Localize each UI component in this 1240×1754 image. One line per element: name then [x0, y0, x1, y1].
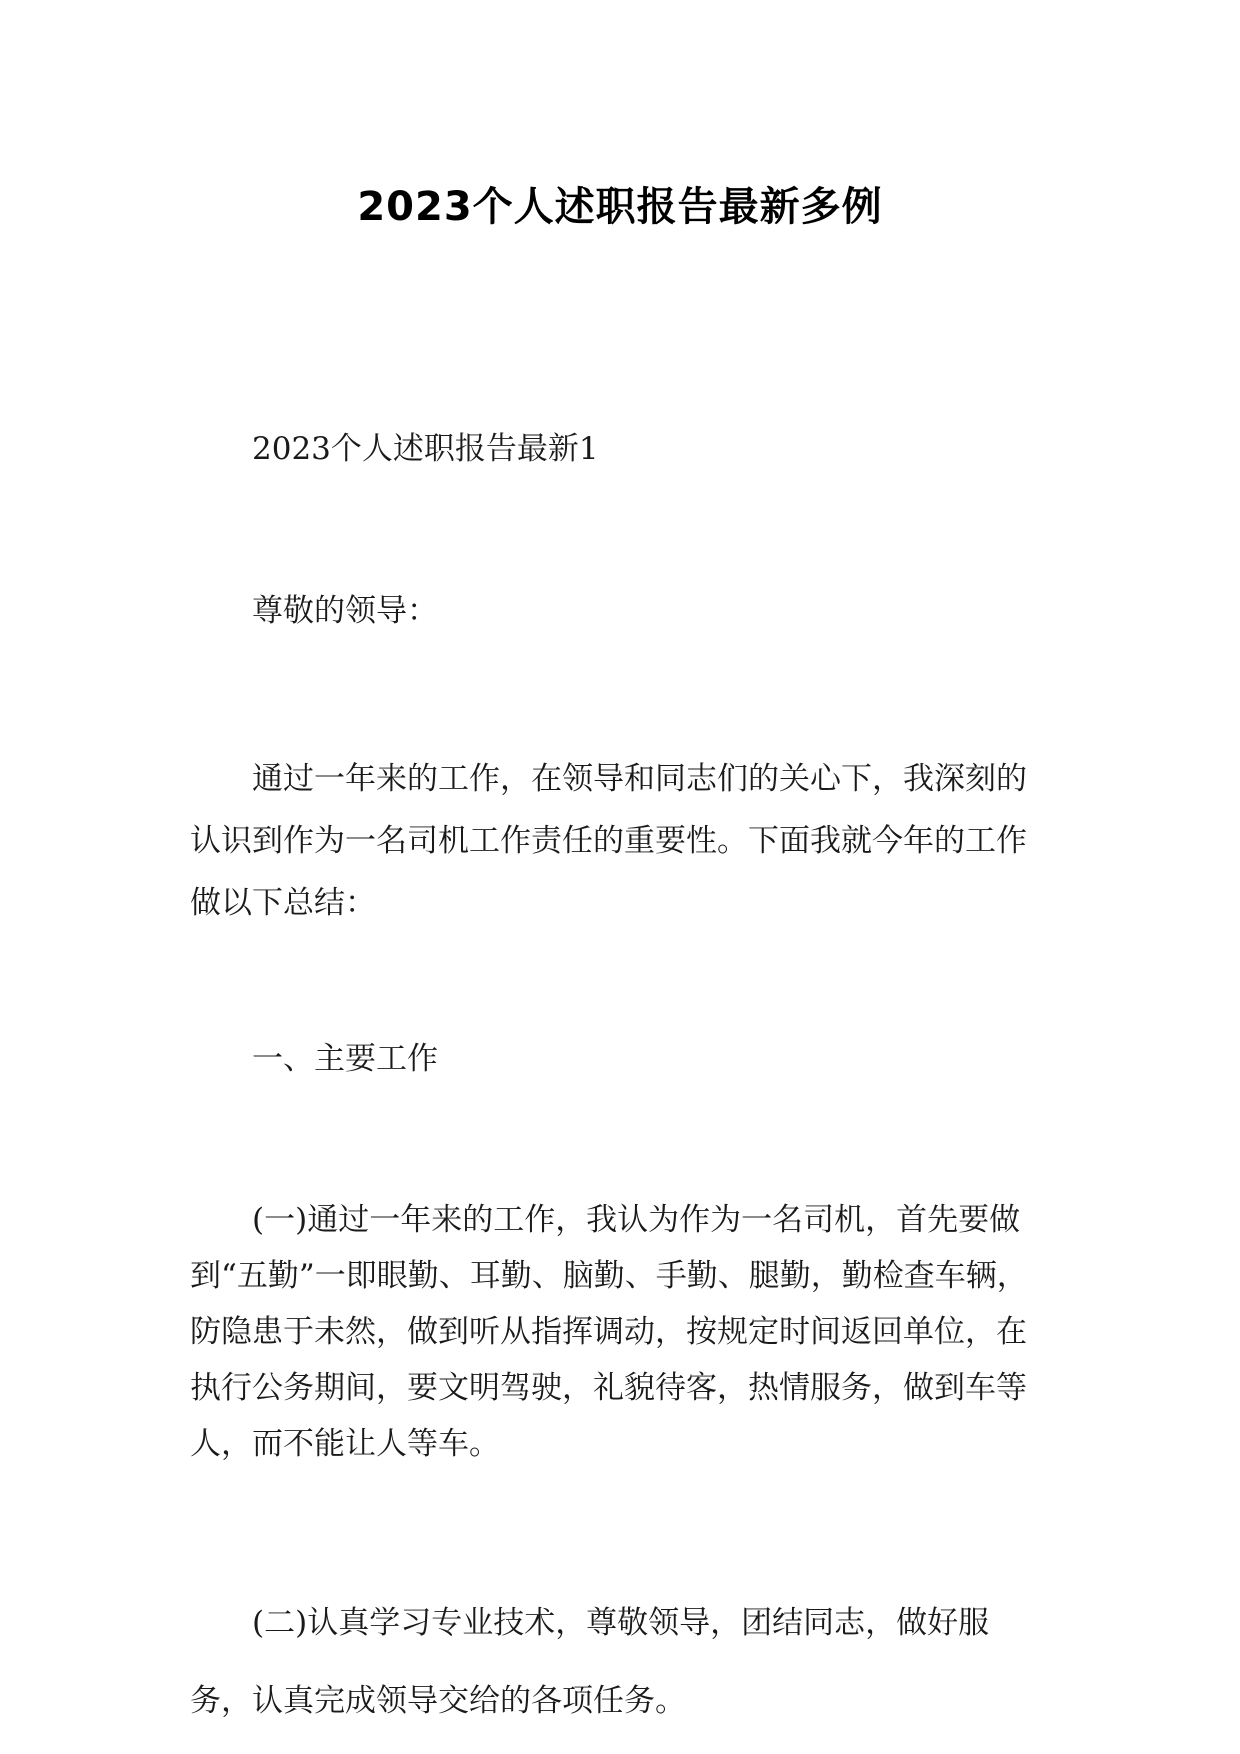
section-heading: 2023个人述职报告最新1 [252, 431, 599, 467]
body-paragraph: 通过一年来的工作，在领导和同志们的关心下，我深刻的认识到作为一名司机工作责任的重要性。下面我就今年的工作做以下总结： [190, 761, 1027, 921]
body-paragraph: (二)认真学习专业技术，尊敬领导，团结同志，做好服务，认真完成领导交给的各项任务。 [190, 1605, 990, 1719]
document-title: 2023个人述职报告最新多例 [357, 183, 883, 230]
salutation: 尊敬的领导： [252, 593, 438, 629]
subsection-heading: 一、主要工作 [252, 1041, 438, 1077]
body-paragraph: (一)通过一年来的工作，我认为作为一名司机，首先要做到“五勤”一即眼勤、耳勤、脑勤、手勤、腿勤，勤检查车辆，防隐患于未然，做到听从指挥调动，按规定时间返回单位，在执行公务期间，要文明驾驶，礼貌待客，热情服务，做到车等人，而不能让人等车。 [190, 1202, 1028, 1462]
